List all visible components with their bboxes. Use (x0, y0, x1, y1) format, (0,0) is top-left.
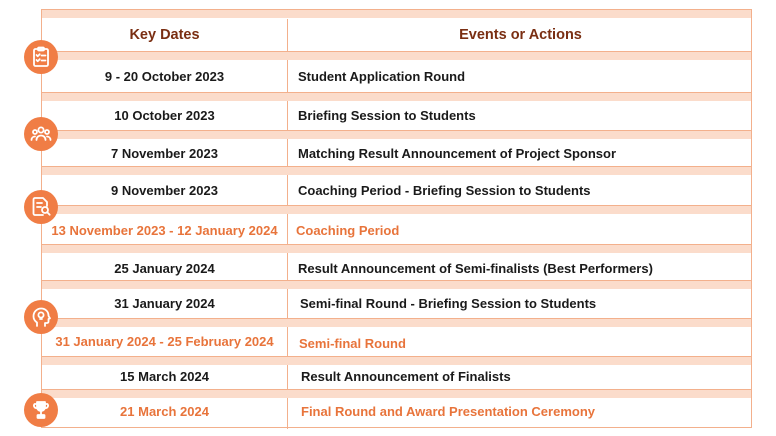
row-event: Coaching Period - Briefing Session to Students (298, 183, 591, 198)
row-date: 13 November 2023 - 12 January 2024 (51, 223, 278, 238)
row-band (42, 131, 751, 139)
table-row (42, 101, 751, 130)
row-date: 31 January 2024 (114, 296, 215, 311)
header-key-dates: Key Dates (129, 27, 200, 43)
row-event: Final Round and Award Presentation Ceremony (301, 404, 595, 419)
table-row (42, 253, 751, 282)
row-band (42, 245, 751, 253)
row-event: Result Announcement of Semi-finalists (Best Performers) (298, 261, 653, 276)
head-idea-icon (24, 300, 58, 334)
row-date: 9 November 2023 (111, 183, 218, 198)
trophy-icon (24, 393, 58, 427)
row-band (42, 357, 751, 365)
row-event: Coaching Period (296, 223, 400, 238)
table-row (42, 60, 751, 92)
row-event: Student Application Round (298, 69, 466, 84)
top-band (42, 10, 751, 18)
row-date: 10 October 2023 (114, 108, 215, 123)
table-row (42, 327, 751, 357)
table-row (42, 214, 751, 244)
row-date: 31 January 2024 - 25 February 2024 (55, 334, 274, 349)
row-date: 25 January 2024 (114, 261, 215, 276)
header-row (42, 19, 751, 51)
row-event: Matching Result Announcement of Project Sponsor (298, 146, 617, 161)
row-band (42, 167, 751, 175)
row-band (42, 281, 751, 289)
row-band (42, 206, 751, 214)
table-row (42, 175, 751, 205)
row-event: Semi-final Round (299, 336, 406, 351)
row-date: 7 November 2023 (111, 146, 218, 161)
key-dates-table (41, 9, 752, 428)
table-row (42, 398, 751, 428)
table-row (42, 289, 751, 319)
row-band (42, 52, 751, 60)
row-date: 21 March 2024 (120, 404, 209, 419)
row-event: Semi-final Round - Briefing Session to Students (300, 296, 597, 311)
row-band (42, 390, 751, 398)
row-band (42, 319, 751, 327)
row-event: Briefing Session to Students (298, 108, 476, 123)
header-events: Events or Actions (459, 27, 582, 43)
row-band (42, 93, 751, 101)
people-group-icon (24, 117, 58, 151)
document-search-icon (24, 190, 58, 224)
row-date: 15 March 2024 (120, 369, 209, 384)
row-event: Result Announcement of Finalists (301, 369, 511, 384)
row-date: 9 - 20 October 2023 (104, 69, 225, 84)
clipboard-checklist-icon (24, 40, 58, 74)
